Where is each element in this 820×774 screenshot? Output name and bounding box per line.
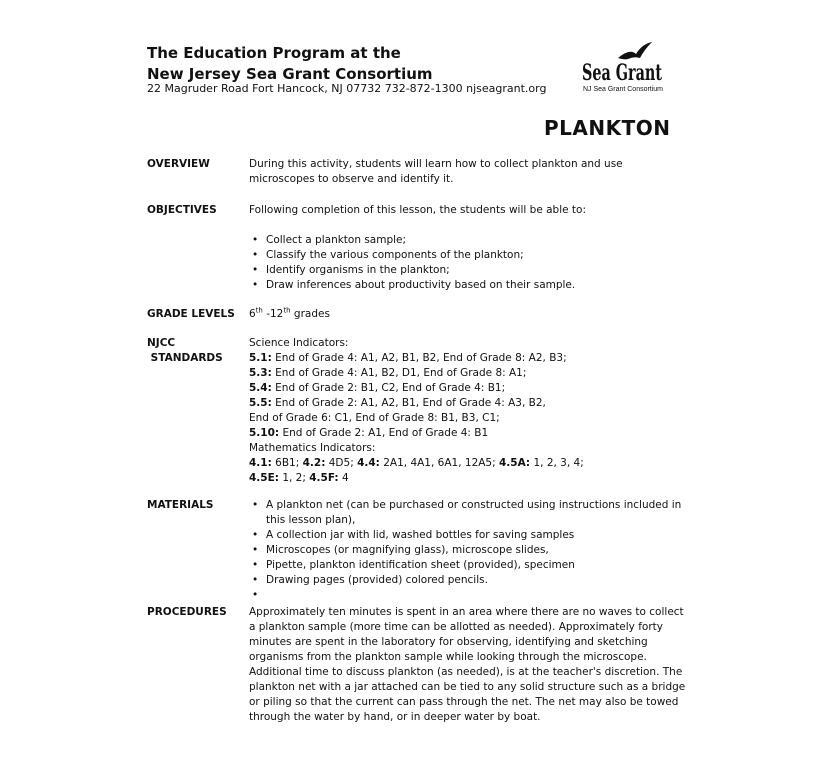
bird-icon xyxy=(618,42,652,59)
math-line: 4.5E: 1, 2; 4.5F: 4 xyxy=(249,472,349,484)
science-line: 5.1: End of Grade 4: A1, A2, B1, B2, End of Grade 8: A2, B3; xyxy=(249,352,567,364)
sea-grant-logo xyxy=(578,40,668,100)
logo-caption: NJ Sea Grant Consortium xyxy=(583,86,664,93)
list-item: • Drawing pages (provided) colored pencils. xyxy=(249,573,689,588)
logo-wordmark: Sea Grant xyxy=(582,60,663,86)
overview-text: During this activity, students will learn how to collect plankton and use microscopes to observe and identify it. xyxy=(249,158,623,185)
list-item: • Identify organisms in the plankton; xyxy=(249,263,689,278)
list-item: • Pipette, plankton identification sheet (provided), specimen xyxy=(249,558,689,573)
document-title: PLANKTON xyxy=(544,116,671,140)
program-heading-line2: New Jersey Sea Grant Consortium xyxy=(147,65,433,83)
objectives-list xyxy=(249,233,689,293)
program-heading xyxy=(147,43,433,85)
program-heading-line1: The Education Program at the xyxy=(147,44,401,62)
math-line: 4.1: 6B1; 4.2: 4D5; 4.4: 2A1, 4A1, 6A1, 12A5; 4.5A: 1, 2, 3, 4; xyxy=(249,457,584,469)
grade-suffix: grades xyxy=(290,308,330,320)
science-heading: Science Indicators: xyxy=(249,337,349,349)
grade-levels-label: GRADE LEVELS xyxy=(147,308,235,320)
grade-to-sup: th xyxy=(283,306,291,315)
materials-list xyxy=(249,498,689,603)
list-item: • A collection jar with lid, washed bottles for saving samples xyxy=(249,528,689,543)
science-line: 5.10: End of Grade 2: A1, End of Grade 4: B1 xyxy=(249,427,489,439)
address-line: 22 Magruder Road Fort Hancock, NJ 07732 732-872-1300 njseagrant.org xyxy=(147,82,547,95)
procedures-label: PROCEDURES xyxy=(147,606,227,618)
list-item: • Classify the various components of the plankton; xyxy=(249,248,689,263)
science-line: End of Grade 6: C1, End of Grade 8: B1, B3, C1; xyxy=(249,412,500,424)
math-heading: Mathematics Indicators: xyxy=(249,442,376,454)
science-line: 5.4: End of Grade 2: B1, C2, End of Grade 4: B1; xyxy=(249,382,506,394)
overview-label: OVERVIEW xyxy=(147,158,210,170)
science-line: 5.5: End of Grade 2: A1, A2, B1, End of Grade 4: A3, B2, xyxy=(249,397,546,409)
list-item: • Collect a plankton sample; xyxy=(249,233,689,248)
list-item: • Draw inferences about productivity based on their sample. xyxy=(249,278,689,293)
materials-label: MATERIALS xyxy=(147,499,214,511)
list-item: • A plankton net (can be purchased or constructed using instructions included in this lesson plan), xyxy=(249,498,689,528)
grade-levels-value xyxy=(249,307,689,322)
grade-from: 6 xyxy=(249,308,256,320)
list-item xyxy=(249,588,689,603)
grade-sep: -12 xyxy=(262,308,284,320)
list-item: • Microscopes (or magnifying glass), microscope slides, xyxy=(249,543,689,558)
standards-label xyxy=(147,336,247,366)
standards-label-line2: STANDARDS xyxy=(147,352,223,364)
standards-label-line1: NJCC xyxy=(147,337,176,349)
grade-from-sup: th xyxy=(255,306,263,315)
objectives-intro: Following completion of this lesson, the students will be able to: xyxy=(249,204,587,216)
procedures-text: Approximately ten minutes is spent in an area where there are no waves to collect a plankton sample (more time can be allotted as needed). Approximately forty minutes are spent in the laboratory for observing, identifying and sketching organisms from the plankton sample while looking through the microscope. Additional time to discuss plankton (as needed), is at the teacher's discretion. The plankton net with a jar attached can be tied to any solid structure such as a bridge or piling so that the current can pass through the net. The net may also be towed through the water by hand, or in deeper water by boat. xyxy=(249,606,686,723)
objectives-label: OBJECTIVES xyxy=(147,204,217,216)
science-line: 5.3: End of Grade 4: A1, B2, D1, End of Grade 8: A1; xyxy=(249,367,527,379)
